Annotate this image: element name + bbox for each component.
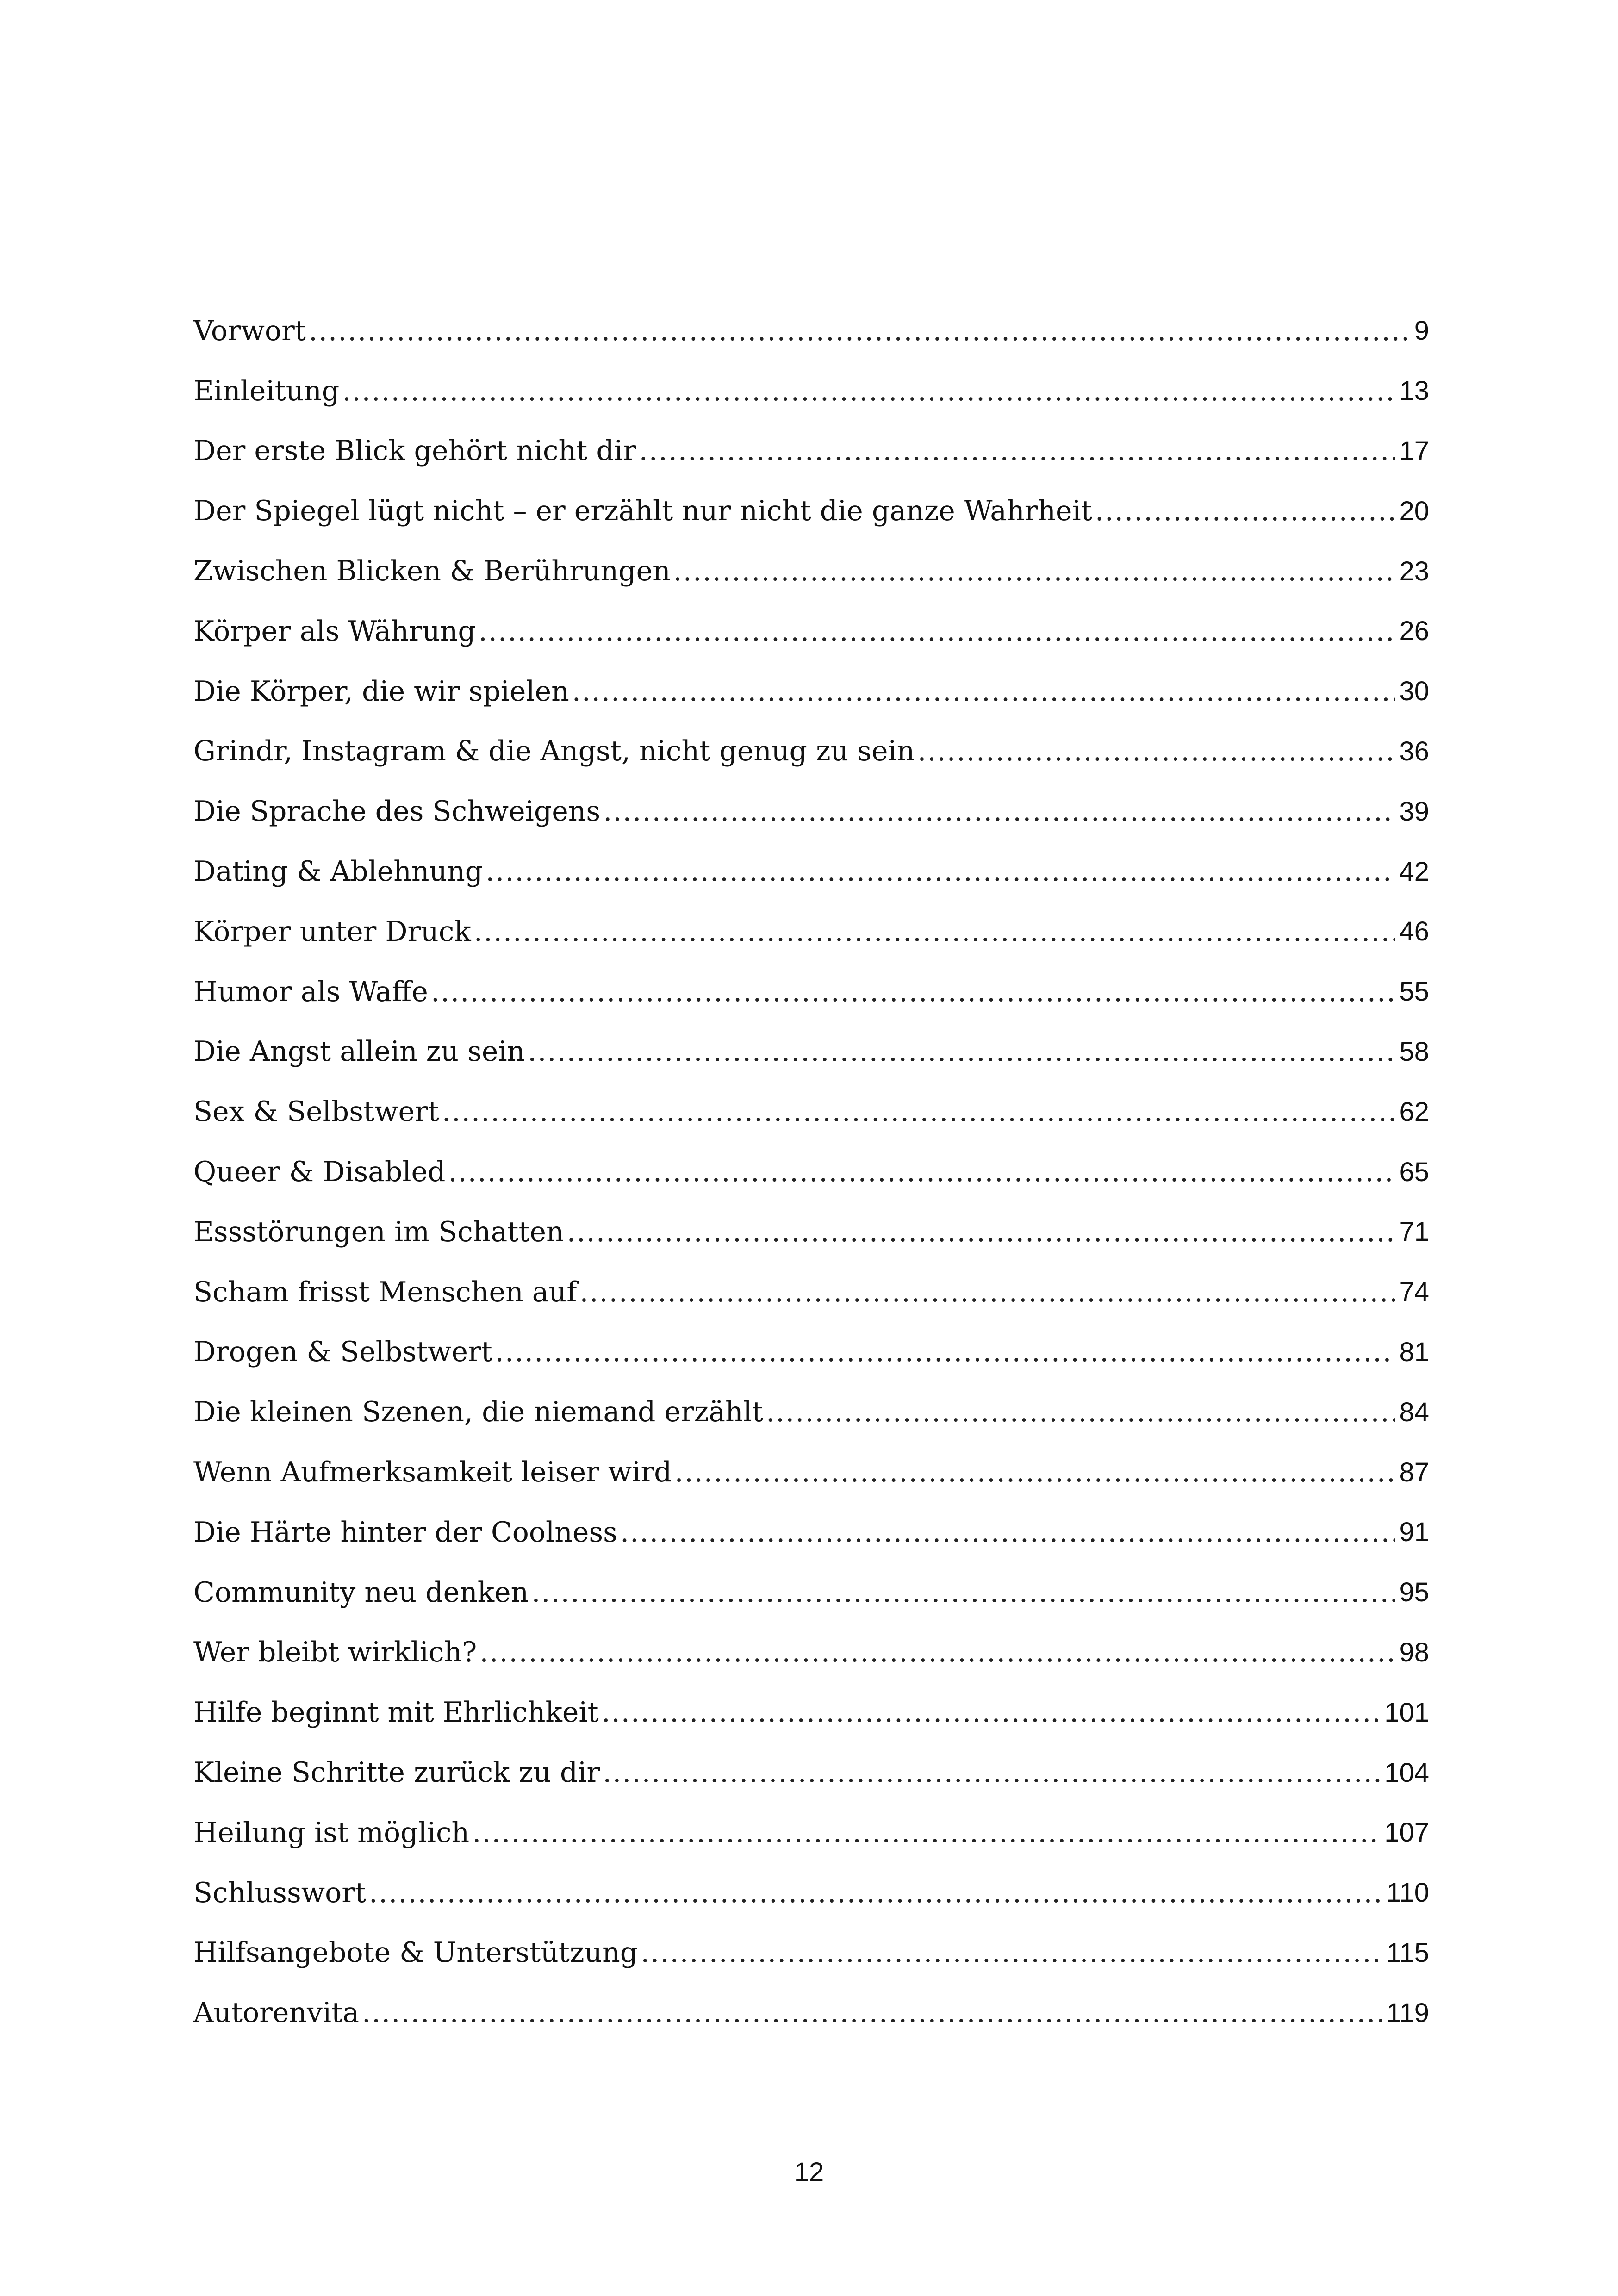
toc-entry-page: 20 [1399,496,1429,526]
toc-entry-title: Queer & Disabled [193,1156,446,1188]
toc-dot-leader [485,853,1395,890]
toc-entry [193,1382,1429,1442]
toc-entry-title: Hilfsangebote & Unterstützung [193,1936,638,1969]
toc-dot-leader [603,1754,1381,1791]
toc-entry-page: 91 [1399,1517,1429,1548]
toc-dot-leader [479,613,1396,650]
toc-dot-leader [474,913,1396,950]
toc-dot-leader [531,1574,1395,1611]
toc-entry-title: Schlusswort [193,1876,367,1909]
toc-entry-page: 36 [1399,736,1429,766]
toc-entry [193,361,1429,421]
toc-dot-leader [472,1814,1381,1851]
toc-dot-leader [641,1934,1382,1971]
toc-entry-title: Heilung ist möglich [193,1816,470,1849]
toc-entry-title: Die kleinen Szenen, die niemand erzählt [193,1396,763,1429]
toc-entry [193,1022,1429,1082]
toc-entry-title: Vorwort [193,314,306,347]
toc-entry-page: 55 [1399,977,1429,1007]
toc-entry [193,601,1429,661]
toc-dot-leader [675,1454,1396,1491]
toc-entry [193,421,1429,481]
toc-entry-title: Körper als Währung [193,615,476,647]
table-of-contents [193,301,1429,2043]
toc-entry [193,541,1429,601]
toc-dot-leader [309,312,1411,349]
toc-entry-title: Dating & Ablehnung [193,855,483,888]
toc-entry [193,902,1429,962]
toc-entry-title: Die Härte hinter der Coolness [193,1516,617,1549]
toc-entry-title: Drogen & Selbstwert [193,1336,492,1369]
toc-entry [193,1742,1429,1803]
toc-dot-leader [917,733,1395,770]
toc-entry-page: 30 [1399,676,1429,707]
toc-entry-page: 95 [1399,1577,1429,1608]
toc-entry-page: 26 [1399,616,1429,647]
toc-entry-page: 119 [1386,1997,1429,2028]
toc-entry-title: Wer bleibt wirklich? [193,1636,477,1669]
toc-entry-page: 101 [1384,1697,1429,1728]
toc-entry-page: 39 [1399,796,1429,827]
toc-entry-page: 110 [1386,1878,1429,1908]
toc-entry-title: Die Sprache des Schweigens [193,795,601,828]
toc-dot-leader [602,1694,1381,1731]
toc-entry [193,1923,1429,1983]
toc-dot-leader [766,1394,1396,1431]
toc-entry-page: 87 [1399,1457,1429,1487]
toc-entry-title: Die Angst allein zu sein [193,1035,525,1068]
toc-entry-page: 62 [1399,1096,1429,1127]
toc-dot-leader [603,793,1395,830]
toc-entry-page: 9 [1414,316,1429,346]
toc-dot-leader [342,373,1395,410]
toc-entry-page: 42 [1399,856,1429,887]
toc-dot-leader [448,1153,1395,1190]
toc-entry-title: Wenn Aufmerksamkeit leiser wird [193,1456,672,1489]
toc-dot-leader [479,1634,1395,1671]
toc-entry [193,1262,1429,1322]
toc-entry-page: 104 [1384,1757,1429,1788]
toc-dot-leader [369,1874,1382,1911]
toc-entry [193,841,1429,902]
toc-dot-leader [620,1514,1396,1551]
toc-entry [193,1623,1429,1683]
toc-entry [193,1202,1429,1262]
toc-dot-leader [528,1033,1395,1070]
toc-entry-title: Scham frisst Menschen auf [193,1276,577,1308]
toc-dot-leader [1095,492,1396,529]
toc-entry-page: 84 [1399,1397,1429,1427]
toc-entry-page: 65 [1399,1157,1429,1187]
toc-entry-page: 17 [1399,436,1429,466]
toc-entry [193,962,1429,1022]
toc-entry [193,1082,1429,1142]
toc-dot-leader [579,1274,1395,1311]
toc-entry [193,722,1429,782]
toc-entry-page: 115 [1386,1937,1429,1968]
toc-entry-title: Körper unter Druck [193,915,471,948]
toc-dot-leader [362,1994,1383,2031]
toc-entry-title: Zwischen Blicken & Berührungen [193,555,671,588]
toc-entry [193,1562,1429,1623]
toc-entry-page: 46 [1399,916,1429,947]
toc-entry-page: 23 [1399,556,1429,586]
toc-entry [193,1502,1429,1562]
toc-entry-page: 98 [1399,1637,1429,1668]
toc-entry-title: Einleitung [193,374,340,407]
toc-entry [193,1142,1429,1202]
toc-entry-title: Community neu denken [193,1576,529,1609]
toc-entry [193,1983,1429,2043]
toc-entry-title: Humor als Waffe [193,975,428,1008]
toc-dot-leader [572,673,1396,710]
toc-entry [193,661,1429,722]
toc-dot-leader [442,1093,1396,1130]
toc-entry [193,1863,1429,1923]
toc-entry-title: Grindr, Instagram & die Angst, nicht genug zu sein [193,735,915,768]
toc-entry [193,301,1429,361]
toc-entry-title: Autorenvita [193,1997,360,2029]
toc-entry-page: 74 [1399,1277,1429,1307]
toc-dot-leader [567,1213,1396,1251]
toc-entry [193,1682,1429,1742]
toc-entry-page: 13 [1399,376,1429,406]
toc-entry-title: Kleine Schritte zurück zu dir [193,1756,600,1789]
toc-entry-title: Hilfe beginnt mit Ehrlichkeit [193,1696,599,1729]
toc-entry-title: Der Spiegel lügt nicht – er erzählt nur nicht die ganze Wahrheit [193,495,1092,528]
toc-dot-leader [431,973,1396,1010]
toc-dot-leader [495,1333,1396,1370]
toc-entry-page: 71 [1399,1217,1429,1247]
toc-entry [193,481,1429,541]
toc-entry-page: 81 [1399,1337,1429,1367]
toc-entry [193,781,1429,841]
toc-dot-leader [673,553,1396,590]
toc-entry-title: Essstörungen im Schatten [193,1215,564,1248]
toc-entry-title: Die Körper, die wir spielen [193,675,569,708]
toc-dot-leader [639,432,1396,469]
toc-entry-page: 58 [1399,1036,1429,1067]
toc-entry [193,1803,1429,1863]
toc-entry [193,1442,1429,1502]
toc-entry-title: Der erste Blick gehört nicht dir [193,435,636,467]
toc-entry-page: 107 [1384,1817,1429,1848]
toc-entry [193,1322,1429,1382]
toc-entry-title: Sex & Selbstwert [193,1095,439,1128]
page-number: 12 [794,2157,824,2187]
